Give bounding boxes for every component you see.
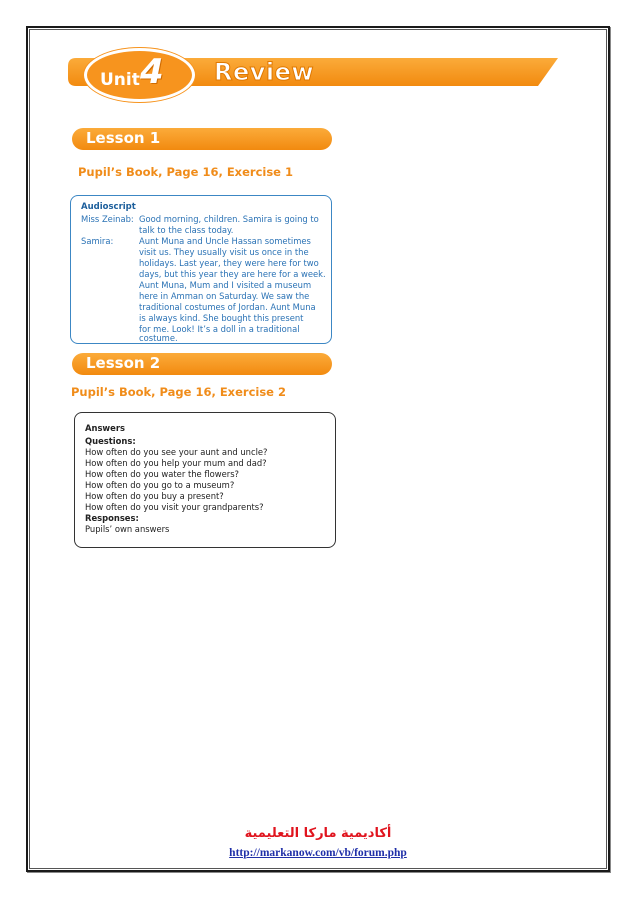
speech-line: costume. [139, 333, 178, 343]
footer-arabic-title: أكاديمية ماركا التعليمية [244, 826, 392, 841]
lesson-1-reference: Pupil’s Book, Page 16, Exercise 1 [78, 165, 293, 179]
lesson-1-label: Lesson 1 [86, 129, 161, 147]
speech-line: talk to the class today. [139, 225, 234, 235]
answers-box [74, 412, 336, 548]
speech-line: Aunt Muna and Uncle Hassan sometimes [139, 236, 311, 246]
question-item: How often do you buy a present? [85, 491, 224, 501]
review-title: Review [214, 58, 315, 86]
speech-line: visit us. They usually visit us once in the [139, 247, 309, 257]
question-item: How often do you go to a museum? [85, 480, 235, 490]
answers-title: Answers [85, 423, 125, 433]
speech-line: Aunt Muna, Mum and I visited a museum [139, 280, 312, 290]
speech-line: for me. Look! It’s a doll in a traditional [139, 324, 300, 334]
question-item: How often do you help your mum and dad? [85, 458, 267, 468]
lesson-2-label: Lesson 2 [86, 354, 161, 372]
speaker-label: Miss Zeinab: [81, 214, 134, 224]
audioscript-box [70, 195, 332, 344]
speech-line: days, but this year they are here for a week. [139, 269, 326, 279]
speech-line: Good morning, children. Samira is going to [139, 214, 319, 224]
speaker-label: Samira: [81, 236, 114, 246]
lesson-1-bar [72, 128, 332, 150]
speech-line: traditional costumes of Jordan. Aunt Muna [139, 302, 316, 312]
question-item: How often do you see your aunt and uncle? [85, 447, 268, 457]
audioscript-title: Audioscript [81, 202, 136, 212]
unit-word: Unit [100, 70, 140, 90]
question-item: How often do you water the flowers? [85, 469, 240, 479]
speech-line: here in Amman on Saturday. We saw the [139, 291, 310, 301]
question-item: How often do you visit your grandparents? [85, 502, 264, 512]
lesson-2-reference: Pupil’s Book, Page 16, Exercise 2 [71, 385, 286, 399]
questions-heading: Questions: [85, 436, 136, 446]
unit-number: 4 [140, 52, 164, 92]
responses-text: Pupils’ own answers [85, 524, 170, 534]
responses-heading: Responses: [85, 513, 139, 523]
unit-banner [68, 52, 558, 92]
speech-line: is always kind. She bought this present [139, 313, 304, 323]
speech-line: holidays. Last year, they were here for two [139, 258, 319, 268]
lesson-2-bar [72, 353, 332, 375]
footer-link[interactable]: http://markanow.com/vb/forum.php [229, 847, 407, 859]
